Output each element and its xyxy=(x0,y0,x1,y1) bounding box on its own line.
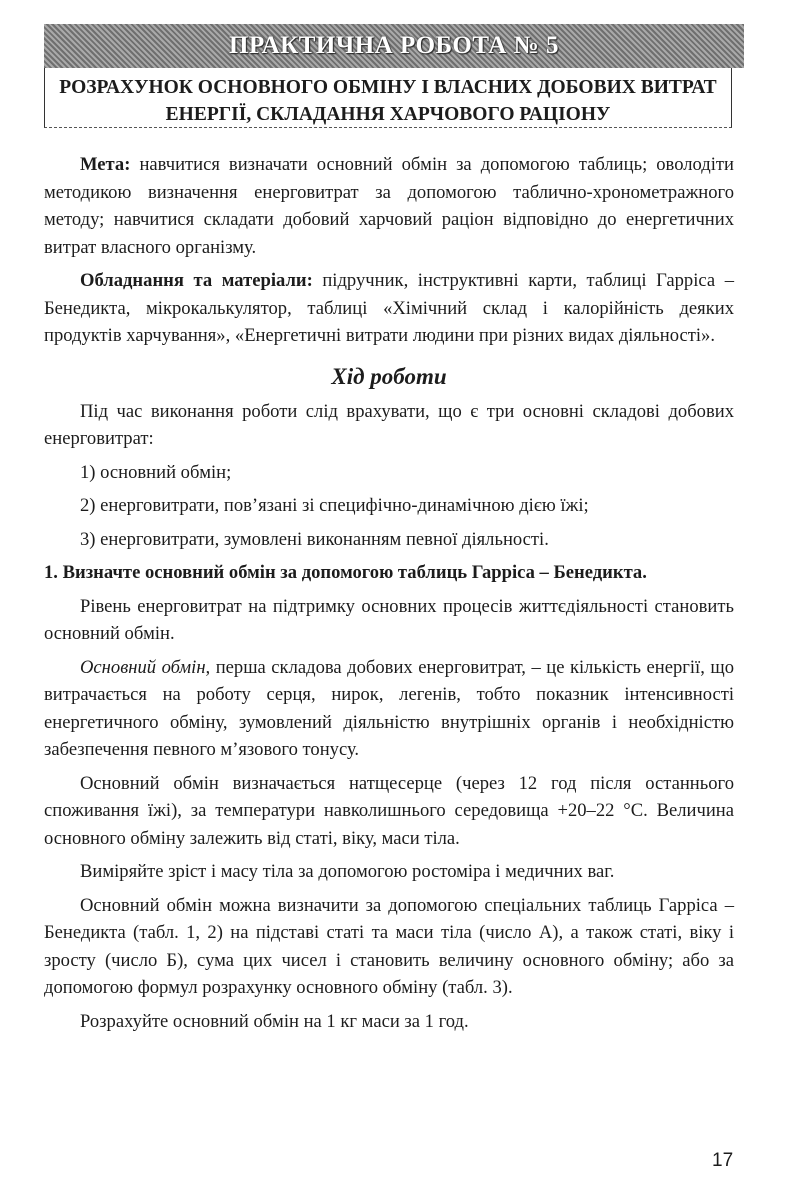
goal-text: навчитися визначати основний обмін за допомогою таблиць; оволодіти методикою визначення енерговитрат за допомогою таблично-хронометражного методу; навчитися складати добовий харчовий раціон відповідно до енергетичних витрат власного організму. xyxy=(44,154,734,258)
work-subtitle xyxy=(44,68,732,128)
list-item: 1) основний обмін; xyxy=(80,461,232,483)
banner-title: ПРАКТИЧНА РОБОТА № 5 xyxy=(229,32,559,59)
subtitle-line-2: ЕНЕРГІЇ, СКЛАДАННЯ ХАРЧОВОГО РАЦІОНУ xyxy=(165,104,611,125)
paragraph-6: Розрахуйте основний обмін на 1 кг маси за 1 год. xyxy=(80,1010,469,1032)
title-banner xyxy=(44,24,744,68)
term-basal-metabolism: Основний обмін, xyxy=(80,656,211,678)
task-1-heading xyxy=(44,559,734,587)
page-content xyxy=(44,151,734,1035)
paragraph-3: Основний обмін визначається натщесерце (через 12 год після останнього споживання їжі), за температури навколишнього середовища +20–22 °С. Величина основного обміну залежить від статі, віку, маси тіла. xyxy=(44,772,734,849)
equipment-label: Обладнання та матеріали: xyxy=(80,270,313,291)
subtitle-line-1: РОЗРАХУНОК ОСНОВНОГО ОБМІНУ І ВЛАСНИХ ДОБОВИХ ВИТРАТ xyxy=(59,77,717,98)
goal-label: Мета: xyxy=(80,154,131,175)
goal-paragraph xyxy=(44,151,734,261)
paragraph-2-text: перша складова добових енерговитрат, – це кількість енергії, що витрачається на роботу серця, нирок, легенів, тобто показник інтенсивності енергетичного обміну, зумовлений діяльністю внутрішніх органів і необхідністю забезпечення певного м’язового тонусу. xyxy=(44,656,734,760)
paragraph-4: Виміряйте зріст і масу тіла за допомогою ростоміра і медичних ваг. xyxy=(80,861,615,882)
task-1-text: 1. Визначте основний обмін за допомогою таблиць Гарріса – Бенедикта. xyxy=(44,562,647,583)
paragraph-5: Основний обмін можна визначити за допомогою спеціальних таблиць Гарріса – Бенедикта (табл. 1, 2) на підставі статі та маси тіла (число А), а також статі, віку і зросту (число Б), сума цих чисел і становить величину основного обміну; або за допомогою формул розрахунку основного обміну (табл. 3). xyxy=(44,894,734,998)
intro-paragraph: Під час виконання роботи слід врахувати, що є три основні складові добових енерговитрат: xyxy=(44,400,734,449)
list-item: 3) енерговитрати, зумовлені виконанням певної діяльності. xyxy=(80,528,549,550)
paragraph-1: Рівень енерговитрат на підтримку основних процесів життєдіяльності становить основний обмін. xyxy=(44,595,734,644)
page-number: 17 xyxy=(712,1150,734,1171)
section-heading: Хід роботи xyxy=(331,363,447,389)
paragraph-2 xyxy=(44,654,734,764)
list-item: 2) енерговитрати, пов’язані зі специфічно-динамічною дією їжі; xyxy=(80,495,589,516)
equipment-paragraph xyxy=(44,267,734,350)
equipment-text: підручник, інструктивні карти, таблиці Гарріса – Бенедикта, мікрокалькулятор, таблиці «Хімічний склад і калорійність деяких продуктів харчування», «Енергетичні витрати людини при різних видах діяльності». xyxy=(44,270,734,346)
